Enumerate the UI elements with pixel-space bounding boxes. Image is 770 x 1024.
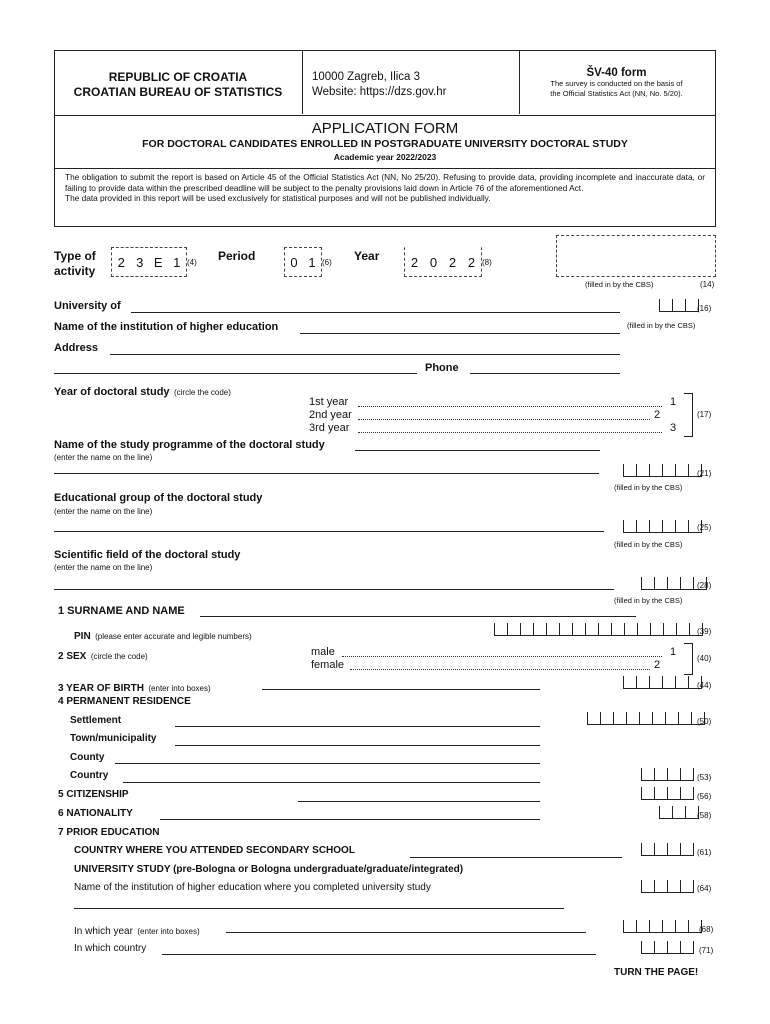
notice-text: The obligation to submit the report is based on Article 45 of the Official Statistics Act (NN, No 25/20). Refusing to provide data, providing incomplete and inaccurate data, or failing to provide data within the prescribed deadline will be subject to the penalty provisions laid down in Article 76 of the aforementioned Act. The data provided in this report will be used exclusively for statistical purposes and will not be published individually. xyxy=(65,172,705,203)
phone-line[interactable] xyxy=(470,373,620,374)
town-label: Town/municipality xyxy=(70,733,157,744)
country-boxes[interactable] xyxy=(641,768,694,782)
form-title: APPLICATION FORM xyxy=(311,120,459,137)
address-label: Address xyxy=(54,342,99,354)
form-code: ŠV-40 form The survey is conducted on the basis of the Official Statistics Act (NN, No. 5/20). xyxy=(550,67,683,98)
nationality-label: 6 NATIONALITY xyxy=(58,808,133,819)
year-options-labels xyxy=(309,396,352,435)
secondary-line[interactable] xyxy=(410,857,622,858)
sci-field-line[interactable] xyxy=(54,589,614,590)
org-name: REPUBLIC OF CROATIA CROATIAN BUREAU OF STATISTICS xyxy=(73,70,283,99)
surname-label: 1 SURNAME AND NAME xyxy=(58,605,185,617)
univ-name-label: Name of the institution of higher education where you completed university study xyxy=(74,882,431,893)
year-bracket xyxy=(684,393,693,437)
prior-education-label: 7 PRIOR EDUCATION xyxy=(58,827,160,838)
univ-name-line[interactable] xyxy=(74,908,564,909)
county-line[interactable] xyxy=(115,763,540,764)
edu-group-label: Educational group of the doctoral study xyxy=(54,492,263,504)
activity-label: Type of activity xyxy=(54,249,96,278)
activity-boxes: 2 3 E 1 xyxy=(111,247,187,277)
programme-label: Name of the study programme of the doctoral study xyxy=(54,439,325,451)
univ-name-boxes[interactable] xyxy=(641,880,694,894)
country-label: Country xyxy=(70,770,109,781)
sci-field-label: Scientific field of the doctoral study xyxy=(54,549,241,561)
pin-label: PIN (please enter accurate and legible numbers) xyxy=(74,631,252,642)
programme-line-top[interactable] xyxy=(355,450,600,451)
univ-study-label: UNIVERSITY STUDY (pre-Bologna or Bologna undergraduate/graduate/integrated) xyxy=(74,864,464,875)
nationality-boxes[interactable] xyxy=(659,806,699,820)
birth-boxes[interactable] xyxy=(623,676,702,690)
secondary-boxes[interactable] xyxy=(641,843,694,857)
programme-code-boxes[interactable] xyxy=(623,464,702,478)
institution-line[interactable] xyxy=(300,333,620,334)
country-line[interactable] xyxy=(123,782,540,783)
edu-group-code-boxes[interactable] xyxy=(623,520,702,534)
residence-label: 4 PERMANENT RESIDENCE xyxy=(58,696,191,707)
address-line[interactable] xyxy=(110,354,620,355)
which-country-boxes[interactable] xyxy=(641,941,694,955)
which-country-label: In which country xyxy=(74,943,147,954)
period-label: Period xyxy=(218,249,256,263)
year-label: Year xyxy=(354,249,380,263)
settlement-label: Settlement xyxy=(70,715,122,726)
citizenship-line[interactable] xyxy=(298,801,540,802)
sex-label: 2 SEX (circle the code) xyxy=(58,651,148,662)
address-line-2[interactable] xyxy=(54,373,417,374)
year-boxes: 2 0 2 2 xyxy=(404,247,482,277)
university-code-boxes[interactable] xyxy=(659,299,699,313)
cbs-box xyxy=(556,235,716,277)
sex-female[interactable]: female xyxy=(311,659,345,671)
year-option-2[interactable]: 2nd year xyxy=(309,409,352,421)
phone-label: Phone xyxy=(425,362,459,374)
pin-boxes[interactable] xyxy=(494,623,703,637)
academic-year: Academic year 2022/2023 xyxy=(333,152,437,162)
birth-line[interactable] xyxy=(262,689,540,690)
university-label: University of xyxy=(54,300,121,312)
edu-group-line[interactable] xyxy=(54,531,604,532)
bureau-address: 10000 Zagreb, Ilica 3 Website: https://dzs.gov.hr xyxy=(312,71,447,98)
county-label: County xyxy=(70,752,105,763)
institution-label: Name of the institution of higher education xyxy=(54,321,279,333)
surname-line[interactable] xyxy=(200,616,636,617)
town-line[interactable] xyxy=(175,745,540,746)
citizenship-label: 5 CITIZENSHIP xyxy=(58,789,129,800)
birth-label: 3 YEAR OF BIRTH (enter into boxes) xyxy=(58,683,211,694)
turn-page-note: TURN THE PAGE! xyxy=(614,967,699,978)
programme-line[interactable] xyxy=(54,473,599,474)
which-year-boxes[interactable] xyxy=(623,920,702,934)
period-boxes: 0 1 xyxy=(284,247,322,277)
year-option-3[interactable]: 3rd year xyxy=(309,422,350,434)
year-option-1[interactable]: 1st year xyxy=(309,396,349,408)
year-of-study-label: Year of doctoral study (circle the code) xyxy=(54,386,231,398)
sex-male[interactable]: male xyxy=(311,646,335,658)
university-line[interactable] xyxy=(131,312,620,313)
settlement-boxes[interactable] xyxy=(587,712,705,726)
citizenship-boxes[interactable] xyxy=(641,787,694,801)
which-year-label: In which year (enter into boxes) xyxy=(74,926,200,937)
which-year-line[interactable] xyxy=(226,932,586,933)
secondary-label: COUNTRY WHERE YOU ATTENDED SECONDARY SCHOOL xyxy=(74,845,355,856)
settlement-line[interactable] xyxy=(175,726,540,727)
nationality-line[interactable] xyxy=(160,819,540,820)
form-subtitle: FOR DOCTORAL CANDIDATES ENROLLED IN POSTGRADUATE UNIVERSITY DOCTORAL STUDY xyxy=(142,138,628,150)
which-country-line[interactable] xyxy=(162,954,596,955)
